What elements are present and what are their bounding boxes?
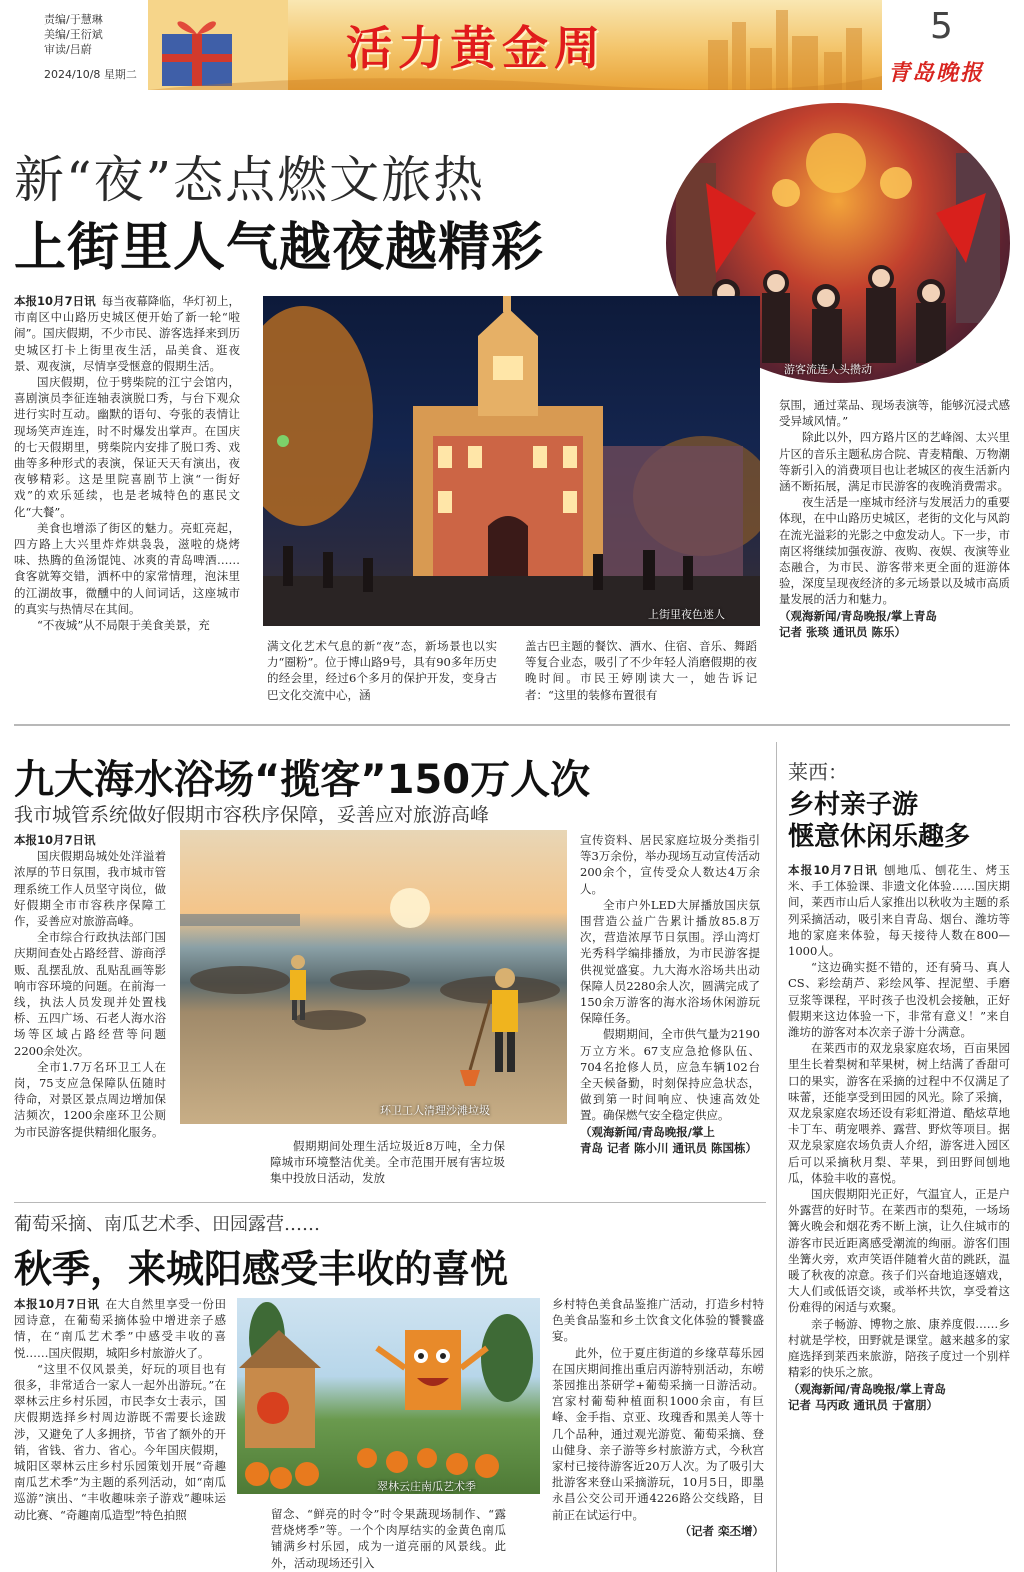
beach-illustration [180,830,567,1124]
credit-art-editor: 美编/王衍斌 [44,28,103,41]
photo-beach-caption: 环卫工人清理沙滩垃圾 [380,1104,490,1117]
story3-column-1 [14,1296,226,1572]
story1-column-1 [14,293,240,705]
story3-col3-para-1: 乡村特色美食品鉴推广活动，打造乡村特色美食品鉴和乡土饮食文化体验的饕餮盛宴。 [552,1297,764,1344]
pumpkin-illustration [237,1298,540,1494]
building-illustration [263,296,760,626]
story1-col2-text: 满文化艺术气息的新“夜”态，新场景也以实力“圈粉”。位于博山路9号，具有90多年历史的经会里，经过6个多月的保护开发，变身古巴文化交流中心，涵 [267,639,497,702]
page-number: 5 [930,6,953,47]
story2-col2-text: 假期期间处理生活垃圾近8万吨，全力保障城市环境整洁优美。全市范围开展有害垃圾集中投放日活动，发放 [270,1139,505,1186]
banner [148,0,882,90]
story1-column-2 [267,638,497,704]
story4-kicker: 莱西： [788,760,848,784]
story4-para-2: “这边确实挺不错的，还有骑马、真人CS、彩绘葫芦、彩绘风筝、捏泥塑、手磨豆浆等课程，平时孩子也没机会接触，正好假期来这边体验一下，非常有意义！”来自潍坊的游客对本次亲子游十分满意。 [788,960,1010,1040]
photo-round-caption: 游客流连人头攒动 [784,363,872,376]
story2-lead: 本报10月7日讯 [14,833,96,847]
story1-col3-text: 盖古巴主题的餐饮、酒水、住宿、音乐、舞蹈等复合业态，吸引了不少年轻人消磨假期的夜晚时间。市民王婷刚读大一，她告诉记者：“这里的装修布置很有 [525,639,757,702]
photo-pumpkin-festival [237,1298,540,1494]
story1-col4-para-1: 氛围，通过菜品、现场表演等，能够沉浸式感受异域风情。” [779,398,1010,429]
story1-col4-para-2: 除此以外，四方路片区的艺峰阁、太兴里片区的音乐主题私房合院、青麦精酿、万物潮等新引入的消费项目也让老城区的夜生活新内涵不断拓展，满足市民游客的夜晚消费需求。 [779,430,1010,494]
story3-col2-text: 留念、“鲜亮的时令”时令果蔬现场制作、“露营烧烤季”等。一个个肉厚结实的金黄色南瓜铺满乡村乐园，成为一道亮丽的风景线。此外，活动现场还引入 [271,1507,506,1570]
story3-para-1: 在大自然里享受一份田园诗意，在葡萄采摘体验中增进亲子感情，在“南瓜艺术季”中感受丰收的喜悦……国庆假期，城阳乡村旅游火了。 [14,1297,226,1360]
banner-title: 活力黄金周 [346,21,606,75]
story4-headline-2: 惬意休闲乐趣多 [788,822,971,852]
story1-lead: 本报10月7日讯 [14,294,96,308]
story4-byline-2: 记者 马丙政 通讯员 于富朋） [788,1397,939,1412]
photo-beach-cleaning [180,830,567,1124]
divider [14,724,1010,726]
story4-para-3: 在莱西市的双龙泉家庭农场，百亩果园里生长着梨树和苹果树，树上结满了香甜可口的果实，游客在采摘的过程中不仅满足了味蕾，还能享受到田园的风光。除了采摘，双龙泉家庭农场还设有彩虹滑道、酷炫草地卡丁车、萌宠喂养、露营、野炊等项目。据双龙泉家庭农场负责人介绍，游客进入园区后可以采摘秋月梨、苹果，到田野间刨地瓜，体验丰收的喜悦。 [788,1041,1010,1185]
story3-column-3 [552,1296,764,1572]
story2-column-1 [14,832,166,1190]
story2-column-3 [580,832,760,1192]
story1-headline-2: 上街里人气越夜越精彩 [14,218,545,278]
story2-col3-para-2: 全市户外LED大屏播放国庆氛围营造公益广告累计播放85.8万次，营造浓厚节日氛围。浮山湾灯光秀科学编排播放，为市民游客提供视觉盛宴。九大海水浴场共出动保障人员2280余人次，圆满完成了150余万游客的海水浴场休闲游玩保障任务。 [580,897,760,1026]
story3-headline: 秋季，来城阳感受丰收的喜悦 [14,1247,509,1291]
story4-lead: 本报10月7日讯 [788,863,879,877]
story1-para-2: 国庆假期，位于劈柴院的江宁会馆内，喜剧演员李征连轴表演脱口秀，与台下观众进行实时互动。幽默的语句、夸张的表情让现场笑声连连，时不时爆发出掌声。在国庆的七天假期里，劈柴院内安排了脱口秀、戏曲等多种形式的表演，保证天天有演出，夜夜够精彩。这是里院喜剧节上演“一街好戏”的欢乐延续，也是老城特色的惠民文化“大餐”。 [14,375,240,519]
story2-para-1: 国庆假期岛城处处洋溢着浓厚的节日氛围，我市城市管理系统工作人员坚守岗位，做好假期全市市容秩序保障工作，妥善应对旅游高峰。 [14,849,166,929]
story2-col3-para-3: 假期期间，全市供气量为2190万立方米。67支应急抢修队伍、704名抢修人员，应急车辆102台全天候备勤，时刻保持应急状态，做到第一时间响应、快速高效处置。确保燃气安全稳定供应。 [580,1027,760,1123]
story2-headline: 九大海水浴场“揽客”150万人次 [14,757,591,803]
story3-lead: 本报10月7日讯 [14,1297,100,1311]
divider [14,1202,766,1203]
story3-para-2: “这里不仅风景美，好玩的项目也有很多，非常适合一家人一起外出游玩。”在翠林云庄乡村乐园，市民李女士表示，国庆假期选择乡村周边游既不需要长途跋涉，又避免了人多拥挤，节省了额外的开销，省钱、省力、省心。今年国庆假期，城阳区翠林云庄乡村乐园策划开展“奇趣南瓜艺术季”为主题的系列活动，如“南瓜巡游”演出、“丰收趣味亲子游戏”趣味运动比赛、“奇趣南瓜造型”特色拍照 [14,1361,226,1522]
issue-date: 2024/10/8 星期二 [44,68,137,81]
editor-credits [44,12,103,57]
photo-pumpkin-caption: 翠林云庄南瓜艺术季 [377,1480,476,1493]
story4-para-1: 刨地瓜、刨花生、烤玉米、手工体验课、非遗文化体验……国庆期间，莱西市山后人家推出以秋收为主题的系列采摘活动，吸引来自青岛、烟台、潍坊等地的家庭来体验，每天接待人数在800—1000人。 [788,863,1010,959]
story2-subhead: 我市城管系统做好假期市容秩序保障，妥善应对旅游高峰 [14,804,490,826]
story2-byline-1: （观海新闻/青岛晚报/掌上 [580,1124,715,1139]
story4-byline-1: （观海新闻/青岛晚报/掌上青岛 [788,1381,946,1396]
credit-editor: 责编/于慧琳 [44,13,103,26]
story1-column-3 [525,638,757,704]
column-divider [776,742,777,1572]
credit-proofreader: 审读/吕蔚 [44,43,92,56]
story1-para-3: 美食也增添了街区的魅力。亮虹亮起，四方路上大兴里炸炸烘袅袅，滋啦的烧烤味、热腾的鱼汤馄饨、冰爽的青岛啤酒……食客就筹交错，洒杯中的家常情理，泡沫里的江湖故事，微醺中的人间词话，这座城市的真实与热情尽在其间。 [14,520,240,616]
story1-para-1: 每当夜幕降临，华灯初上，市南区中山路历史城区便开始了新一轮“啦闹”。国庆假期，不少市民、游客选择来到历史城区打卡上街里夜生活，品美食、逛夜景、观夜演，尽情享受惬意的假期生活。 [14,294,240,373]
photo-main-caption: 上街里夜色迷人 [648,608,725,621]
story3-column-2 [271,1506,506,1572]
story1-headline-1: 新“夜”态点燃文旅热 [14,151,486,209]
story2-para-3: 全市1.7万名环卫工人在岗，75支应急保障队伍随时待命，对景区景点周边增加保洁频次，1200余座环卫公厕为市民游客提供精细化服务。 [14,1059,166,1139]
photo-night-building [263,296,760,626]
story4-headline-1: 乡村亲子游 [788,790,919,820]
paper-logo: 青岛晚报 [888,60,985,86]
story4-para-4: 国庆假期阳光正好，气温宜人，正是户外露营的好时节。在莱西市的梨苑，一场场篝火晚会和烟花秀不断上演，让久住城市的游客市民近距离感受潮流的绚丽。游客们围坐篝火旁，欢声笑语伴随着火苗的跳跃，温暖了秋夜的凉意。孩子们兴奋地追逐嬉戏，大人们或低语交谈，或举杯共饮，享受着这份难得的闲适与欢聚。 [788,1187,1010,1315]
story3-byline: （记者 栾丕增） [679,1523,764,1538]
story1-para-4: “不夜城”从不局限于美食美景，充 [37,618,210,633]
story4-column [788,862,1010,1572]
story1-byline-2: 记者 张琰 通讯员 陈乐） [779,624,907,639]
masthead [0,0,1024,98]
worker-1 [290,955,306,1020]
story1-col4-para-3: 夜生活是一座城市经济与发展活力的重要体现，在中山路历史城区，老街的文化与风韵在流光溢彩的光影之中愈发动人。下一步，市南区将继续加强夜游、夜购、夜娱、夜演等业态融合，为市民、游客带来更全面的逛游体验，深度呈现夜经济的多元场景以及城市高质量发展的活力和魅力。 [779,495,1010,607]
story3-kicker: 葡萄采摘、南瓜艺术季、田园露营…… [14,1214,320,1235]
story1-byline-1: （观海新闻/青岛晚报/掌上青岛 [779,608,937,623]
story2-column-2 [270,1138,505,1190]
story2-col3-para-1: 宣传资料、居民家庭垃圾分类指引等3万余份，举办现场互动宣传活动200余个，宣传受众人数达4万余人。 [580,833,760,896]
story1-column-4 [779,397,1010,705]
story3-col3-para-2: 此外，位于夏庄街道的乡缘草莓乐园在国庆期间推出重启丙游特别活动，东崂茶园推出茶研学+葡萄采摘一日游活动。宫家村葡萄种植面积1000余亩，有巨峰、金手指、京亚、玫瑰香和黑美人等十几个品种，通过观光游览、葡萄采摘、登山健身、亲子游等乡村旅游方式，今秋宫家村已接待游客近20万人次。为了吸引大批游客来登山采摘游玩，10月5日，即墨永昌公交公司开通4226路公交线路，目前正在试运行中。 [552,1345,764,1522]
story4-para-5: 亲子畅游、博物之旅、康养度假……乡村就是学校，田野就是课堂。越来越多的家庭选择到莱西来旅游，陪孩子度过一个别样精彩的快乐之旅。 [788,1316,1010,1380]
story2-byline-2: 青岛 记者 陈小川 通讯员 陈国栋） [580,1140,758,1155]
story2-para-2: 全市综合行政执法部门国庆期间查处占路经营、游商浮贩、乱摆乱放、乱贴乱画等影响市容环境的问题。在前海一线，执法人员发现并处置栈桥、五四广场、石老人海水浴场等区域占路经营等问题2200余处次。 [14,930,166,1058]
